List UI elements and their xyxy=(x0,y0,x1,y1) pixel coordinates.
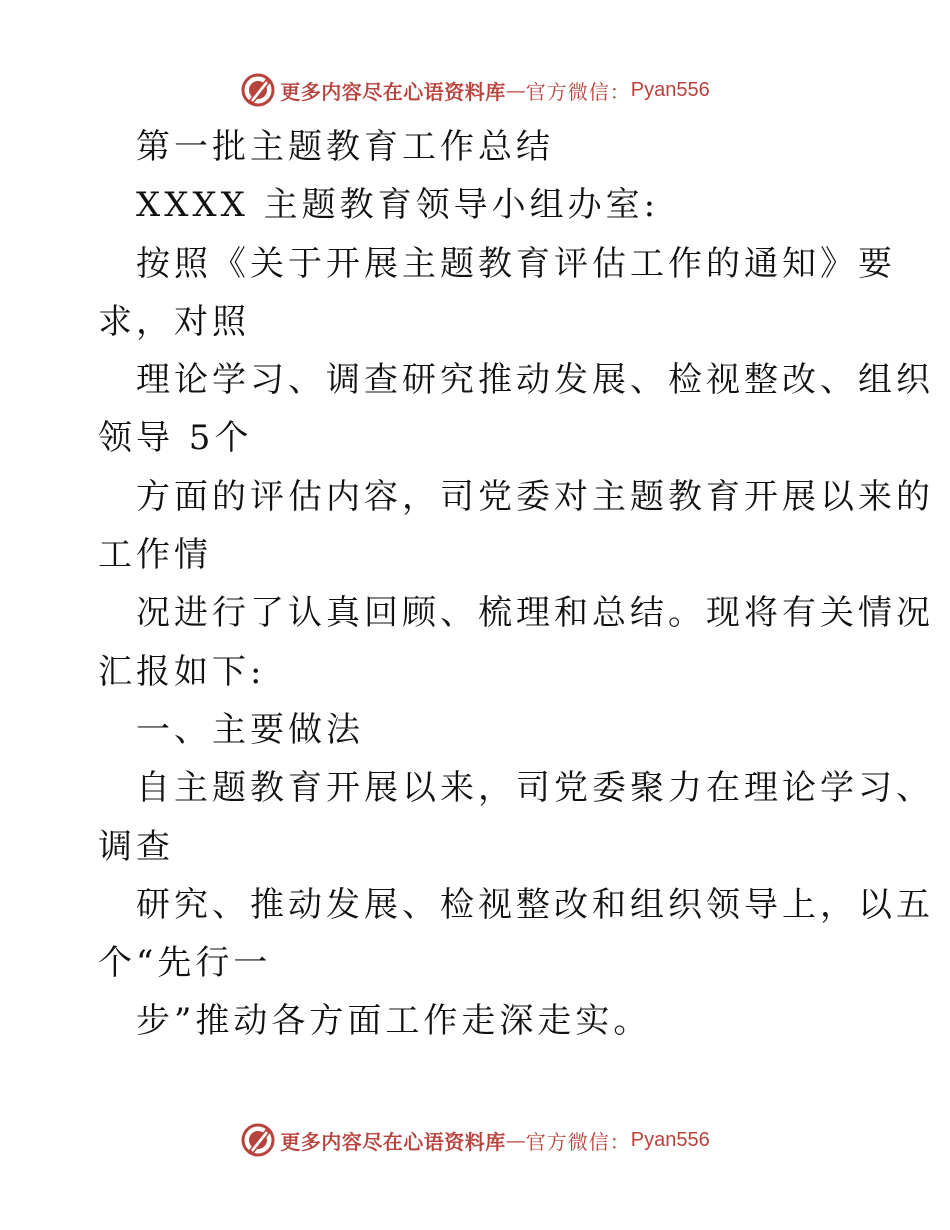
doc-line: 理论学习、调查研究推动发展、检视整改、组织 xyxy=(136,360,934,401)
document-body xyxy=(98,118,934,1051)
doc-line: 自主题教育开展以来，司党委聚力在理论学习、 xyxy=(136,768,934,809)
doc-line: 汇报如下: xyxy=(98,651,266,692)
section-heading: 一、主要做法 xyxy=(136,709,364,750)
banner-text: 更多内容尽在心语资料库 xyxy=(280,79,506,104)
banner-separator: — xyxy=(505,78,526,102)
banner-wechat-id: Pyan556 xyxy=(630,1128,710,1151)
doc-line: 调查 xyxy=(98,826,174,867)
footer-banner xyxy=(0,1120,950,1160)
doc-line: 领导 5个 xyxy=(98,418,253,459)
doc-recipient: XXXX 主题教育领导小组办室: xyxy=(136,185,660,226)
doc-line: 求，对照 xyxy=(98,301,250,342)
banner-separator: — xyxy=(505,1128,526,1152)
doc-line: 个“先行一 xyxy=(98,943,272,984)
banner-wechat-label: 官方微信： xyxy=(525,79,631,104)
banner-wechat-label: 官方微信： xyxy=(525,1129,631,1154)
banner-text: 更多内容尽在心语资料库 xyxy=(280,1129,506,1154)
doc-line: 按照《关于开展主题教育评估工作的通知》要 xyxy=(136,243,896,284)
doc-line: 况进行了认真回顾、梳理和总结。现将有关情况 xyxy=(136,593,934,634)
header-banner xyxy=(0,70,950,110)
doc-line: 方面的评估内容，司党委对主题教育开展以来的 xyxy=(136,476,934,517)
doc-title: 第一批主题教育工作总结 xyxy=(136,127,554,167)
doc-line: 步”推动各方面工作走深走实。 xyxy=(136,1001,652,1042)
red-seal-pen-icon xyxy=(240,72,276,108)
red-seal-pen-icon xyxy=(240,1122,276,1158)
doc-line: 研究、推动发展、检视整改和组织领导上，以五 xyxy=(136,884,934,925)
banner-wechat-id: Pyan556 xyxy=(630,78,710,101)
doc-line: 工作情 xyxy=(98,535,212,576)
